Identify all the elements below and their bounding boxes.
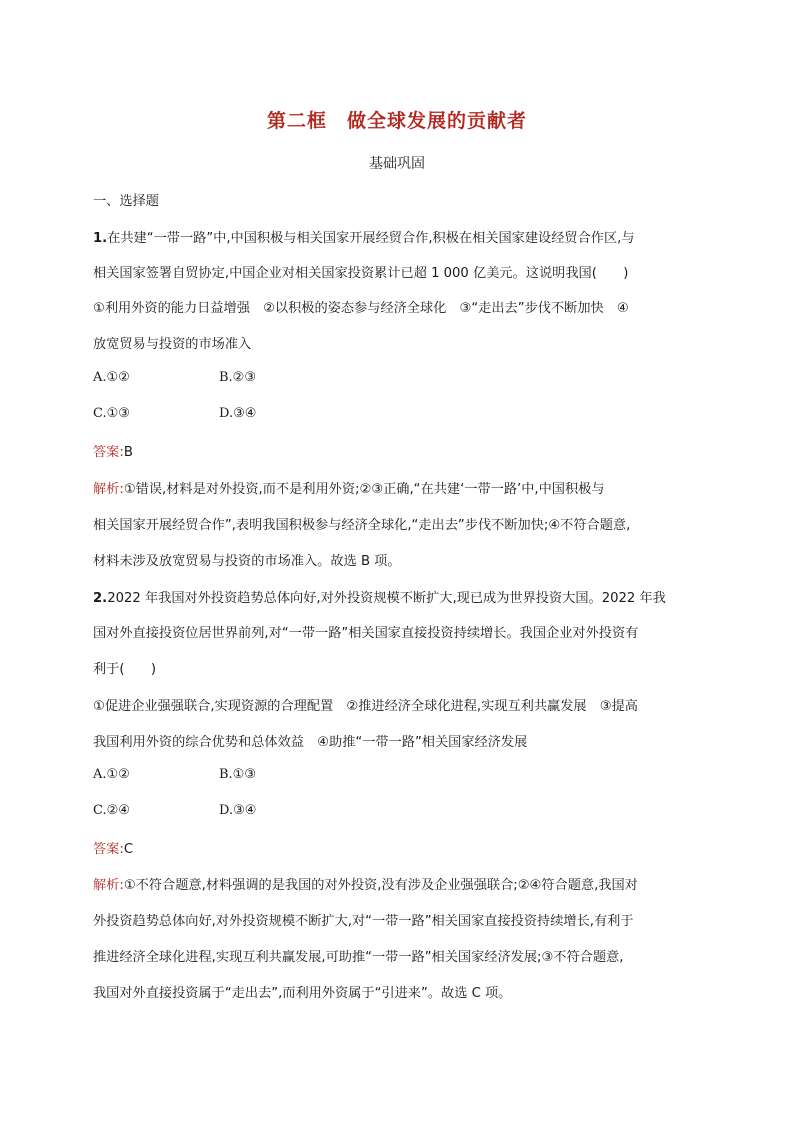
q1-answer-label: 答案:: [93, 445, 124, 460]
q2-items-line-2: 我国利用外资的综合优势和总体效益 ④助推“一带一路”相关国家经济发展: [93, 735, 528, 750]
q2-items-line-1: ①促进企业强强联合,实现资源的合理配置 ②推进经济全球化进程,实现互利共赢发展 ③提高: [93, 699, 638, 714]
q2-explanation-label: 解析:: [93, 878, 124, 893]
q2-explanation-line-3: 推进经济全球化进程,实现互利共赢发展,可助推“一带一路”相关国家经济发展;③不符合题意,: [93, 950, 624, 965]
q2-stem-text-1: 2022 年我国对外投资趋势总体向好,对外投资规模不断扩大,现已成为世界投资大国。2022 年我: [107, 591, 666, 606]
q2-explanation-text-1: ①不符合题意,材料强调的是我国的对外投资,没有涉及企业强强联合;②④符合题意,我国对: [123, 878, 638, 893]
q2-stem-line-2: 国对外直接投资位居世界前列,对“一带一路”相关国家直接投资持续增长。我国企业对外投资有: [93, 626, 639, 641]
q1-stem-text-1: 在共建“一带一路”中,中国积极与相关国家开展经贸合作,积极在相关国家建设经贸合作区,与: [107, 231, 635, 246]
q1-items-line-1: ①利用外资的能力日益增强 ②以积极的姿态参与经济全球化 ③“走出去”步伐不断加快 ④: [93, 301, 629, 316]
q1-option-b: B.②③: [219, 370, 256, 385]
q1-explanation-text-1: ①错误,材料是对外投资,而不是利用外资;②③正确,“在共建‘一带一路’中,中国积极与: [123, 482, 605, 497]
q2-explanation-line-1: [93, 874, 638, 893]
q2-answer: [93, 838, 133, 857]
q1-explanation-label: 解析:: [93, 482, 124, 497]
q2-answer-label: 答案:: [93, 842, 124, 857]
q1-option-d: D.③④: [219, 406, 257, 421]
q1-number: 1.: [93, 231, 108, 246]
q1-explanation-line-2: 相关国家开展经贸合作”,表明我国积极参与经济全球化,“走出去”步伐不断加快;④不符合题意,: [93, 518, 631, 533]
section-title: 一、选择题: [93, 194, 159, 209]
q1-stem-line-1: [93, 227, 635, 246]
page-subtitle: 基础巩固: [369, 156, 425, 172]
q2-answer-value: C: [123, 842, 134, 857]
q2-option-a: A.①②: [93, 767, 130, 782]
q2-explanation-line-4: 我国对外直接投资属于“走出去”,而利用外资属于“引进来”。故选 C 项。: [93, 986, 512, 1001]
q1-answer: [93, 441, 133, 460]
q1-answer-value: B: [123, 445, 133, 460]
q1-explanation-line-3: 材料未涉及放宽贸易与投资的市场准入。故选 B 项。: [93, 554, 401, 569]
q1-items-line-2: 放宽贸易与投资的市场准入: [93, 337, 252, 352]
q1-explanation-line-1: [93, 478, 605, 497]
q2-number: 2.: [93, 591, 108, 606]
q1-stem-line-2: 相关国家签署自贸协定,中国企业对相关国家投资累计已超 1 000 亿美元。这说明我国( ): [93, 266, 629, 281]
q2-option-d: D.③④: [219, 803, 257, 818]
q2-explanation-line-2: 外投资趋势总体向好,对外投资规模不断扩大,对“一带一路”相关国家直接投资持续增长,有利于: [93, 914, 634, 929]
q2-option-c: C.②④: [93, 803, 130, 818]
page-title: 第二框 做全球发展的贡献者: [266, 110, 527, 132]
q2-option-b: B.①③: [219, 767, 256, 782]
q1-option-a: A.①②: [93, 370, 130, 385]
q1-option-c: C.①③: [93, 406, 130, 421]
q2-stem-line-3: 利于( ): [93, 662, 157, 677]
q2-stem-line-1: [93, 587, 666, 606]
